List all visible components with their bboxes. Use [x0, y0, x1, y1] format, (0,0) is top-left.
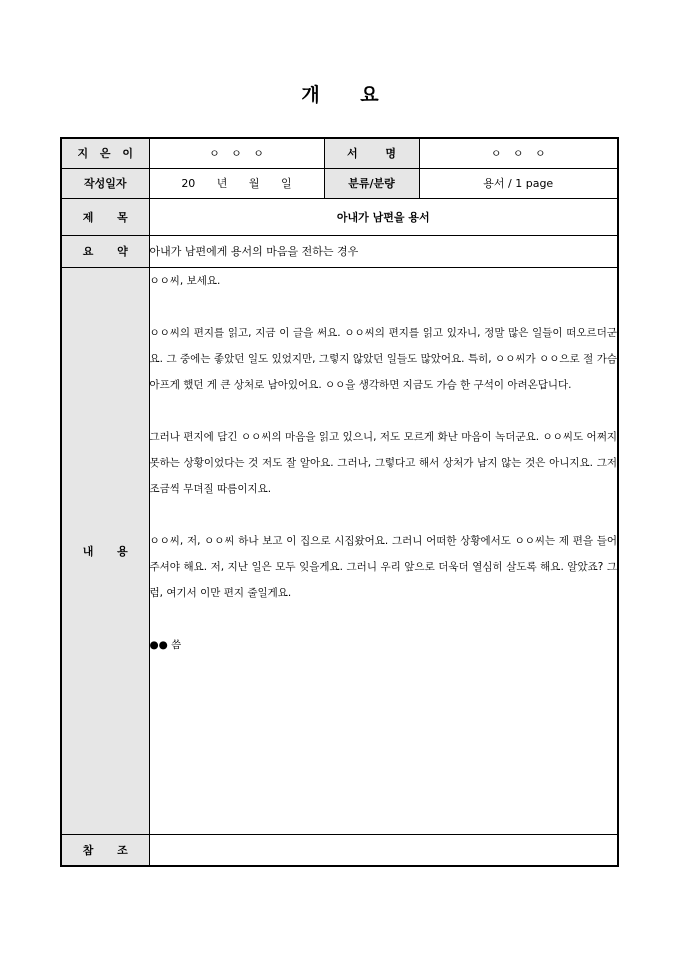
category-label: 분류/분량 — [324, 168, 419, 198]
subject-value: 아내가 남편을 용서 — [149, 198, 618, 235]
summary-form-table — [60, 137, 619, 867]
signature-label: 서 명 — [324, 138, 419, 168]
letter-paragraph-3: ㅇㅇ씨, 저, ㅇㅇ씨 하나 보고 이 집으로 시집왔어요. 그러니 어떠한 상황에서도 ㅇㅇ씨는 제 편을 들어주셔야 해요. 저, 지난 일은 모두 잊을게요. 그러니 우리 앞으로 더욱더 열심히 살도록 해요. 알았죠? 그럼, 여기서 이만 편지 줄일게요. — [149, 534, 617, 599]
letter-paragraph-1: ㅇㅇ씨의 편지를 읽고, 지금 이 글을 써요. ㅇㅇ씨의 편지를 읽고 있자니, 정말 많은 일들이 떠오르더군요. 그 중에는 좋았던 일도 있었지만, 그렇지 않았던 일들도 많았어요. 특히, ㅇㅇ씨가 ㅇㅇ으로 절 가슴 아프게 했던 게 큰 상처로 남아있어요. ㅇㅇ을 생각하면 지금도 가슴 한 구석이 아려온답니다. — [149, 326, 617, 391]
date-label: 작성일자 — [61, 168, 149, 198]
letter-signature: ●● 씀 — [149, 638, 182, 651]
signature-value: ㅇ ㅇ ㅇ — [419, 138, 618, 168]
date-value: 20 년 월 일 — [149, 168, 324, 198]
letter-content — [149, 267, 618, 834]
summary-label: 요 약 — [61, 235, 149, 267]
document-title: 개 요 — [301, 84, 379, 106]
reference-value — [149, 834, 618, 866]
letter-greeting: ㅇㅇ씨, 보세요. — [149, 274, 221, 287]
category-value: 용서 / 1 page — [419, 168, 618, 198]
reference-label: 참 조 — [61, 834, 149, 866]
subject-row — [61, 198, 618, 235]
author-value: ㅇ ㅇ ㅇ — [149, 138, 324, 168]
content-label: 내 용 — [61, 267, 149, 834]
date-row — [61, 168, 618, 198]
summary-row — [61, 235, 618, 267]
letter-paragraph-2: 그러나 편지에 담긴 ㅇㅇ씨의 마음을 읽고 있으니, 저도 모르게 화난 마음이 녹더군요. ㅇㅇ씨도 어쩌지 못하는 상황이었다는 것 저도 잘 알아요. 그러나, 그렇다고 해서 상처가 남지 않는 것은 아니지요. 그저 조금씩 무뎌질 따름이지요. — [149, 430, 617, 495]
reference-row — [61, 834, 618, 866]
author-row — [61, 138, 618, 168]
subject-label: 제 목 — [61, 198, 149, 235]
content-row — [61, 267, 618, 834]
summary-value: 아내가 남편에게 용서의 마음을 전하는 경우 — [149, 235, 618, 267]
author-label: 지 은 이 — [61, 138, 149, 168]
